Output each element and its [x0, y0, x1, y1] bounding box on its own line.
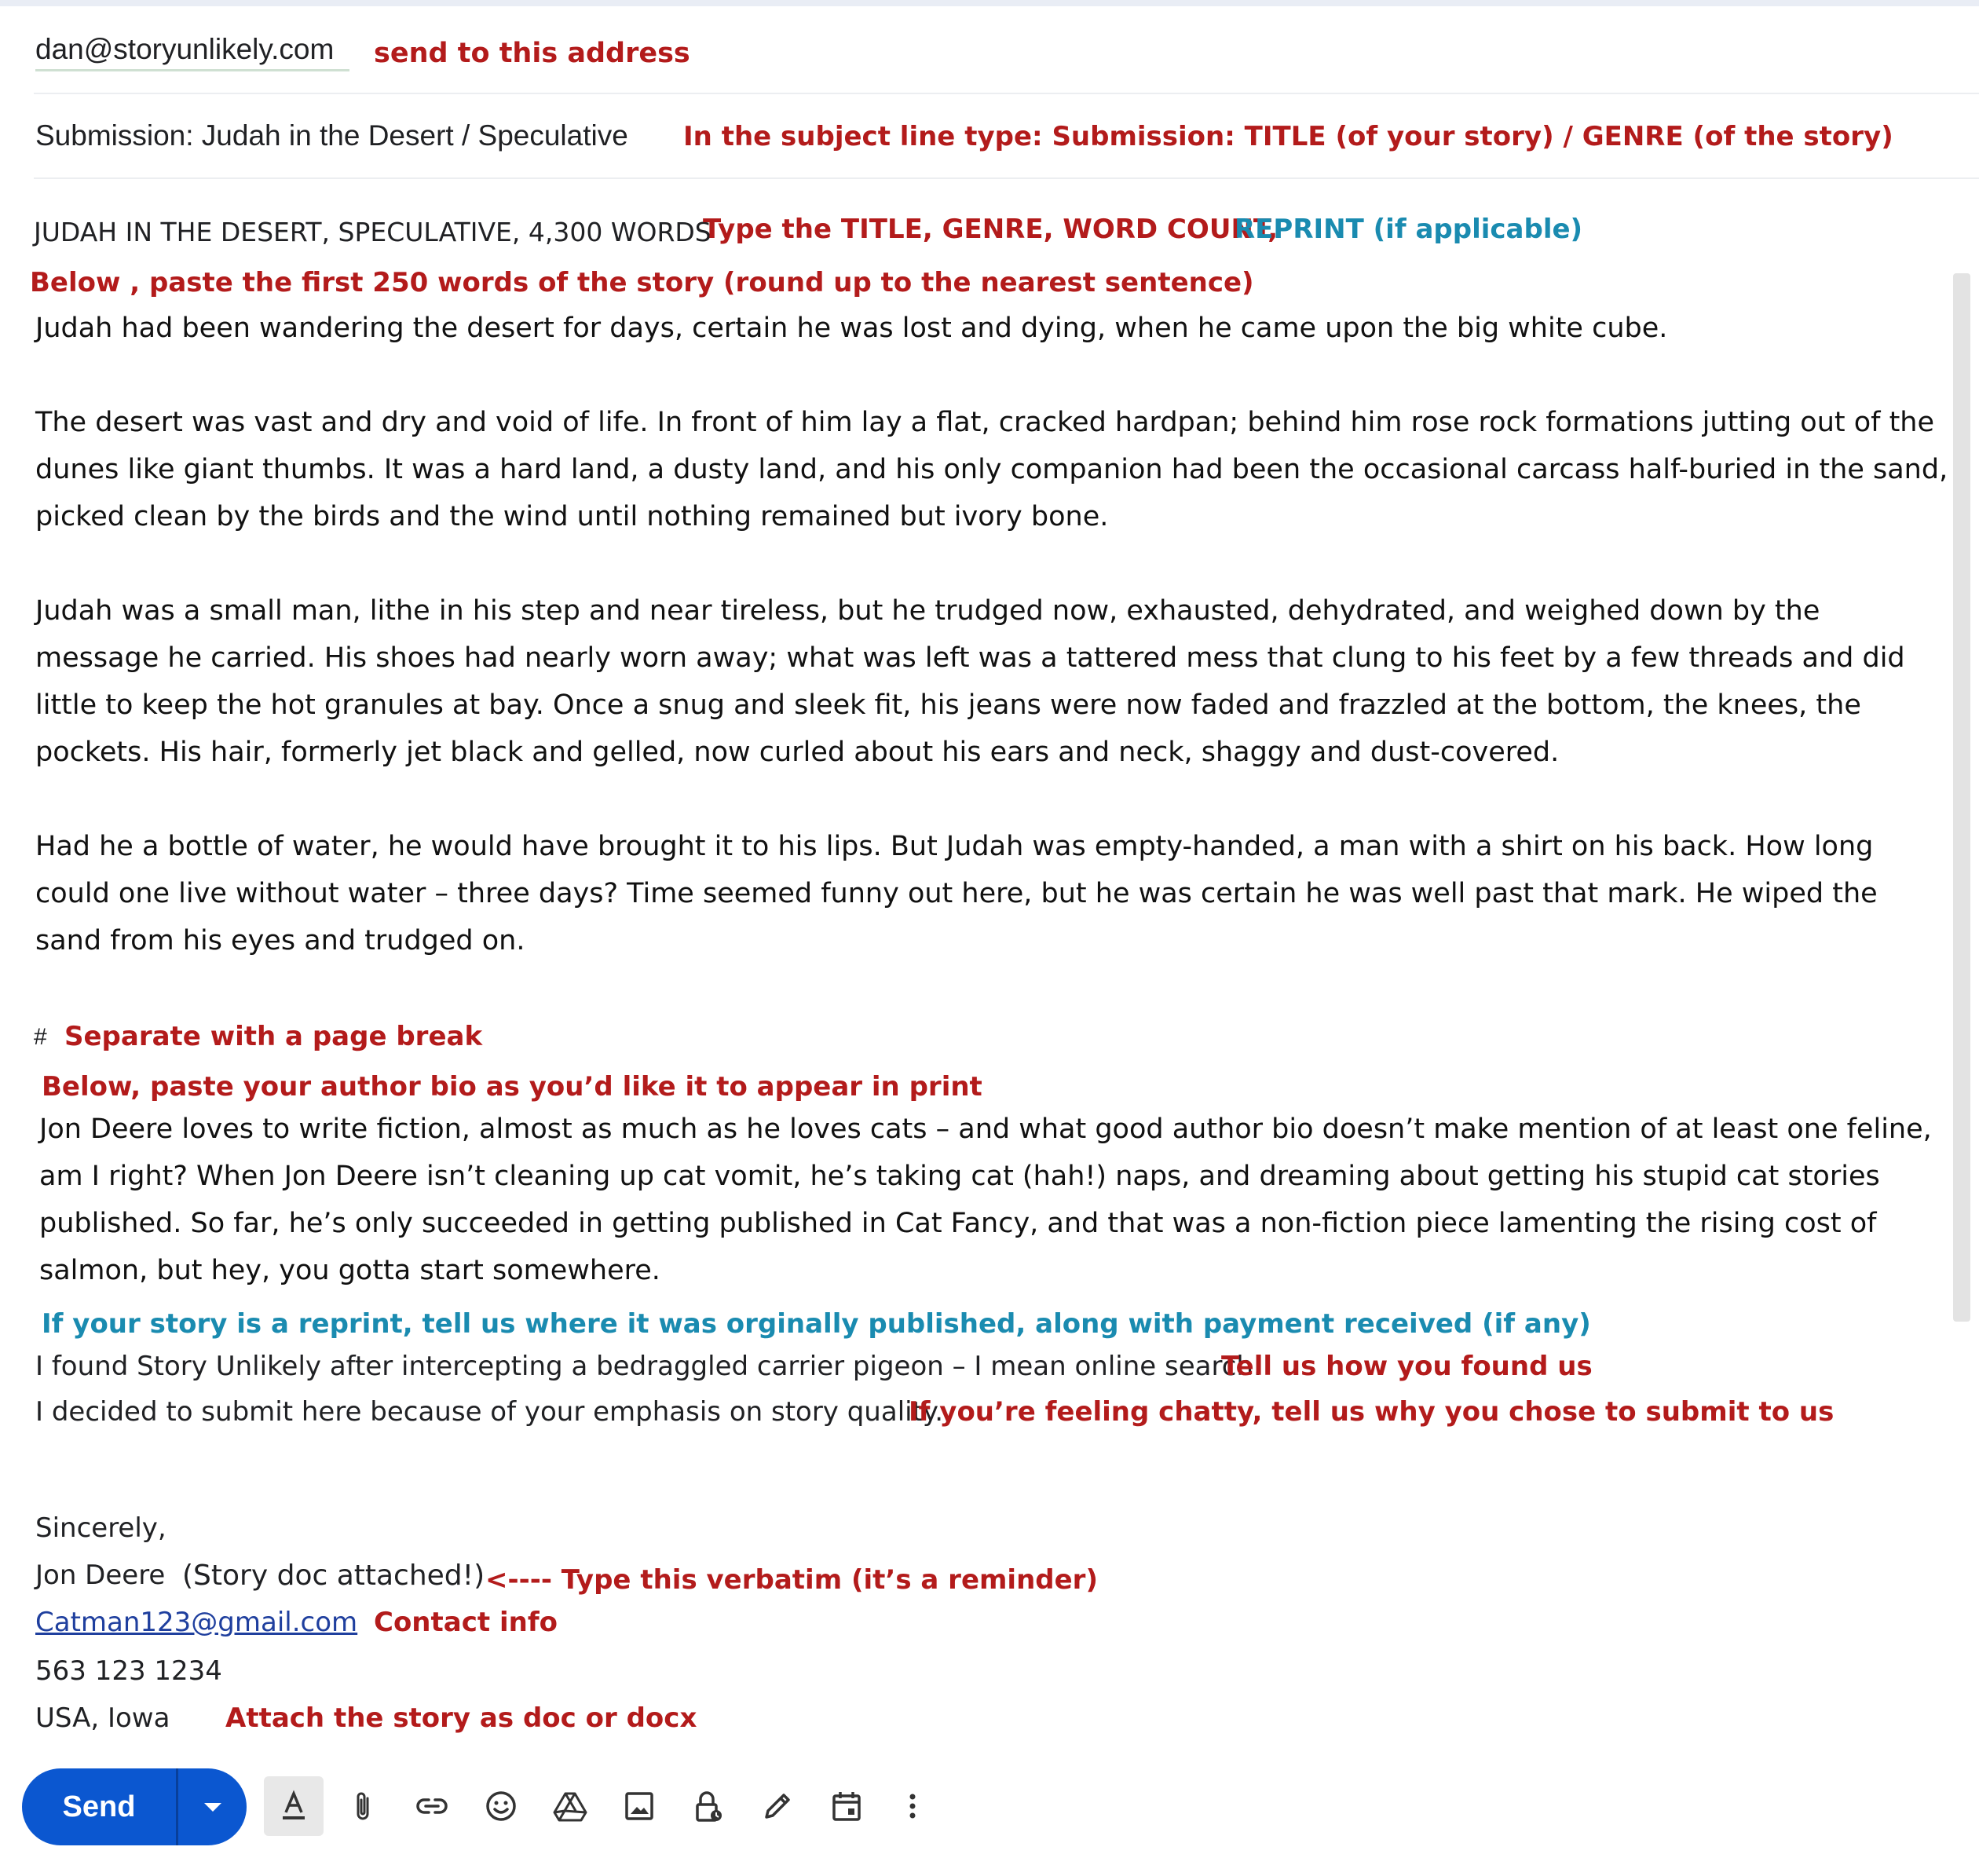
why-us-text: I decided to submit here because of your emphasis on story quality.: [35, 1396, 943, 1428]
emoji-button[interactable]: [471, 1776, 531, 1836]
subject-note: In the subject line type: Submission: TITLE (of your story) / GENRE (of the story): [683, 121, 1893, 152]
why-us-note: If you’re feeling chatty, tell us why you chose to submit to us: [909, 1396, 1835, 1428]
formatting-button[interactable]: [264, 1776, 324, 1836]
reprint-note: If your story is a reprint, tell us where it was orginally published, along with payment received (if any): [42, 1308, 1591, 1340]
send-button-group: [22, 1768, 247, 1845]
header-note-red: Type the TITLE, GENRE, WORD COUNT,: [703, 214, 1278, 245]
more-options-icon: [894, 1787, 931, 1825]
emoji-icon: [482, 1787, 520, 1825]
header-line: JUDAH IN THE DESERT, SPECULATIVE, 4,300 WORDS: [34, 217, 711, 247]
drive-button[interactable]: [540, 1776, 600, 1836]
photo-button[interactable]: [609, 1776, 669, 1836]
formatting-icon: [275, 1787, 313, 1825]
schedule-icon: [828, 1787, 865, 1825]
found-us-text: I found Story Unlikely after intercepting a bedraggled carrier pigeon – I mean online search.: [35, 1351, 1262, 1382]
photo-icon: [620, 1787, 658, 1825]
author-bio: Jon Deere loves to write fiction, almost as much as he loves cats – and what good author bio doesn’t make mention of at least one feline, am I right? When Jon Deere isn’t cleaning up cat vomit, he’s taking cat (hah!) naps, and dreaming about getting his stupid cat stories published. So far, he’s only succeeded in getting published in Cat Fancy, and that was a non-fiction piece lamenting the rising cost of salmon, but hey, you gotta start somewhere.: [39, 1114, 1932, 1286]
window-top-edge: [0, 0, 1979, 6]
to-note: send to this address: [374, 38, 690, 69]
signature-name: Jon Deere: [35, 1560, 166, 1591]
schedule-button[interactable]: [817, 1776, 876, 1836]
confidential-icon: [690, 1787, 727, 1825]
story-paragraph-2: The desert was vast and dry and void of life. In front of him lay a flat, cracked hardpan; behind him rose rock formations jutting out of the dunes like giant thumbs. It was a hard land, a dusty land, and his only companion had been the occasional carcass half-buried in the sand, picked clean by the birds and the wind until nothing remained but ivory bone.: [35, 407, 1948, 532]
contact-email[interactable]: Catman123@gmail.com: [35, 1607, 358, 1638]
story-paragraph-1: Judah had been wandering the desert for days, certain he was lost and dying, when he came upon the big white cube.: [35, 313, 1668, 344]
send-options-button[interactable]: [178, 1768, 247, 1845]
attached-reminder: (Story doc attached!): [182, 1560, 485, 1592]
page-break-note: Separate with a page break: [64, 1021, 483, 1052]
attach-button[interactable]: [333, 1776, 393, 1836]
found-us-note: Tell us how you found us: [1221, 1351, 1593, 1382]
body-scrollbar[interactable]: [1953, 273, 1970, 1322]
recipient-underline: [35, 69, 349, 71]
signature-icon: [759, 1787, 796, 1825]
link-icon: [413, 1787, 451, 1825]
contact-phone: 563 123 1234: [35, 1655, 222, 1687]
drive-icon: [551, 1787, 589, 1825]
send-button[interactable]: Send: [62, 1790, 136, 1823]
story-paragraph-4: Had he a bottle of water, he would have brought it to his lips. But Judah was empty-handed, a man with a shirt on his back. How long could one live without water – three days? Time seemed funny out here, but he was certain he was well past that mark. He wiped the sand from his eyes and trudged on.: [35, 831, 1878, 956]
recipient-address[interactable]: dan@storyunlikely.com: [35, 33, 335, 65]
page-break-symbol: #: [34, 1024, 47, 1050]
story-paragraph-3: Judah was a small man, lithe in his step and near tireless, but he trudged now, exhausted, dehydrated, and weighed down by the message he carried. His shoes had nearly worn away; what was left was a tattered mess that clung to his feet by a few threads and did little to keep the hot granules at bay. Once a snug and sleek fit, his jeans were now faded and frazzled at the bottom, the knees, the pockets. His hair, formerly jet black and gelled, now curled about his ears and neck, shaggy and dust-covered.: [35, 595, 1905, 768]
attach-note: Attach the story as doc or docx: [225, 1702, 697, 1734]
header-note-teal: REPRINT (if applicable): [1235, 214, 1583, 245]
more-options-button[interactable]: [883, 1776, 942, 1836]
bio-note: Below, paste your author bio as you’d like it to appear in print: [42, 1071, 982, 1103]
contact-location: USA, Iowa: [35, 1702, 170, 1734]
link-button[interactable]: [402, 1776, 462, 1836]
confidential-button[interactable]: [679, 1776, 738, 1836]
attached-note: <---- Type this verbatim (it’s a reminder): [485, 1564, 1098, 1596]
subject-field[interactable]: Submission: Judah in the Desert / Speculative: [35, 119, 628, 152]
story-note: Below , paste the first 250 words of the story (round up to the nearest sentence): [30, 267, 1254, 298]
subject-divider: [34, 177, 1979, 179]
chevron-down-icon: [201, 1799, 225, 1815]
attach-icon: [344, 1787, 382, 1825]
contact-note: Contact info: [374, 1607, 558, 1638]
signature-button[interactable]: [748, 1776, 807, 1836]
to-divider: [34, 93, 1979, 94]
closing: Sincerely,: [35, 1512, 166, 1544]
